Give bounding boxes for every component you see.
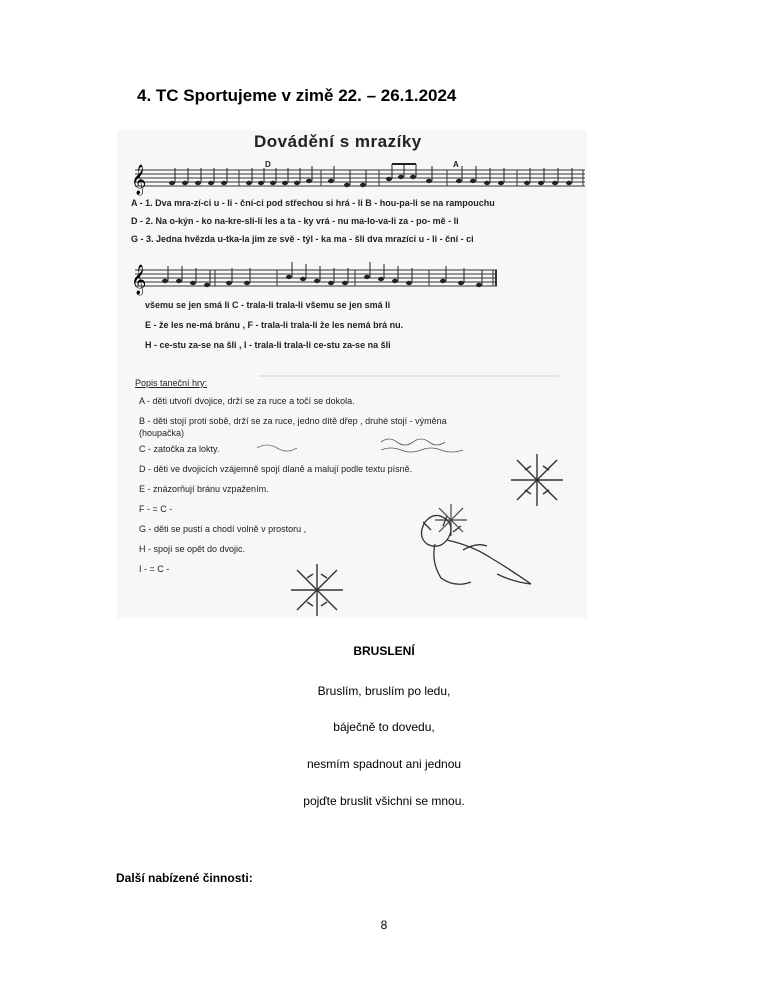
dance-line: H - spojí se opět do dvojic. xyxy=(139,544,246,554)
song-sheet-scan xyxy=(117,130,587,618)
chord-label: A xyxy=(453,160,459,169)
treble-clef-icon: 𝄞 xyxy=(131,165,147,195)
page-number: 8 xyxy=(380,918,388,932)
dance-line: B - děti stojí proti sobě, drží se za ruce, jedno dítě dřep , druhé stojí - výměna xyxy=(139,416,447,426)
further-activities-label: Další nabízené činnosti: xyxy=(116,871,253,885)
poem-line: Bruslím, bruslím po ledu, xyxy=(317,684,451,698)
dance-line: G - děti se pustí a chodí volně v prostoru , xyxy=(139,524,307,534)
lyric-line: A - 1. Dva mra-zí-ci u - li - ční-ci pod střechou si hrá - li B - hou-pa-li se na rampouchu xyxy=(131,198,495,208)
song-title: Dovádění s mrazíky xyxy=(254,132,422,151)
dance-line: (houpačka) xyxy=(139,428,185,438)
dance-line: C - zatočka za lokty. xyxy=(139,444,220,454)
frost-sprite-illustration xyxy=(421,515,531,584)
poem-line: báječně to dovedu, xyxy=(333,720,435,734)
snowflake-icon xyxy=(291,564,343,616)
handwritten-note-icon xyxy=(381,439,445,445)
dance-line: E - znázorňují bránu vzpažením. xyxy=(139,484,269,494)
treble-clef-icon: 𝄞 xyxy=(131,265,147,295)
page-heading: 4. TC Sportujeme v zimě 22. – 26.1.2024 xyxy=(137,86,457,105)
poem-title: BRUSLENÍ xyxy=(353,644,415,658)
lyric-line: D - 2. Na o-kýn - ko na-kre-sli-li les a ta - ky vrá - nu ma-lo-va-li za - po- mě - li xyxy=(131,216,459,226)
lyric-line: G - 3. Jedna hvězda u-tka-la jim ze svě - týl - ka ma - šli dva mrazíci u - li - ční - ci xyxy=(131,234,474,244)
chord-label: D xyxy=(265,160,271,169)
dance-title: Popis taneční hry: xyxy=(135,378,208,388)
notes-staff-1 xyxy=(169,175,572,187)
lyric-line: H - ce-stu za-se na šli , I - trala-li trala-li ce-stu za-se na šli xyxy=(145,340,391,350)
dance-line: F - = C - xyxy=(139,504,173,514)
lyric-line: E - že les ne-má bránu , F - trala-li trala-li že les nemá brá nu. xyxy=(145,320,404,330)
snowflake-icon xyxy=(511,454,563,506)
poem-line: pojďte bruslit všichni se mnou. xyxy=(303,794,465,808)
lyric-line: všemu se jen smá li C - trala-li trala-li všemu se jen smá li xyxy=(145,300,391,310)
poem-line: nesmím spadnout ani jednou xyxy=(306,757,462,771)
dance-line: I - = C - xyxy=(139,564,170,574)
dance-line: D - děti ve dvojicích vzájemně spojí dlaně a malují podle textu písně. xyxy=(139,464,413,474)
dance-line: A - děti utvoří dvojice, drží se za ruce a točí se dokola. xyxy=(139,396,355,406)
handwritten-scribble-icon xyxy=(257,445,297,451)
